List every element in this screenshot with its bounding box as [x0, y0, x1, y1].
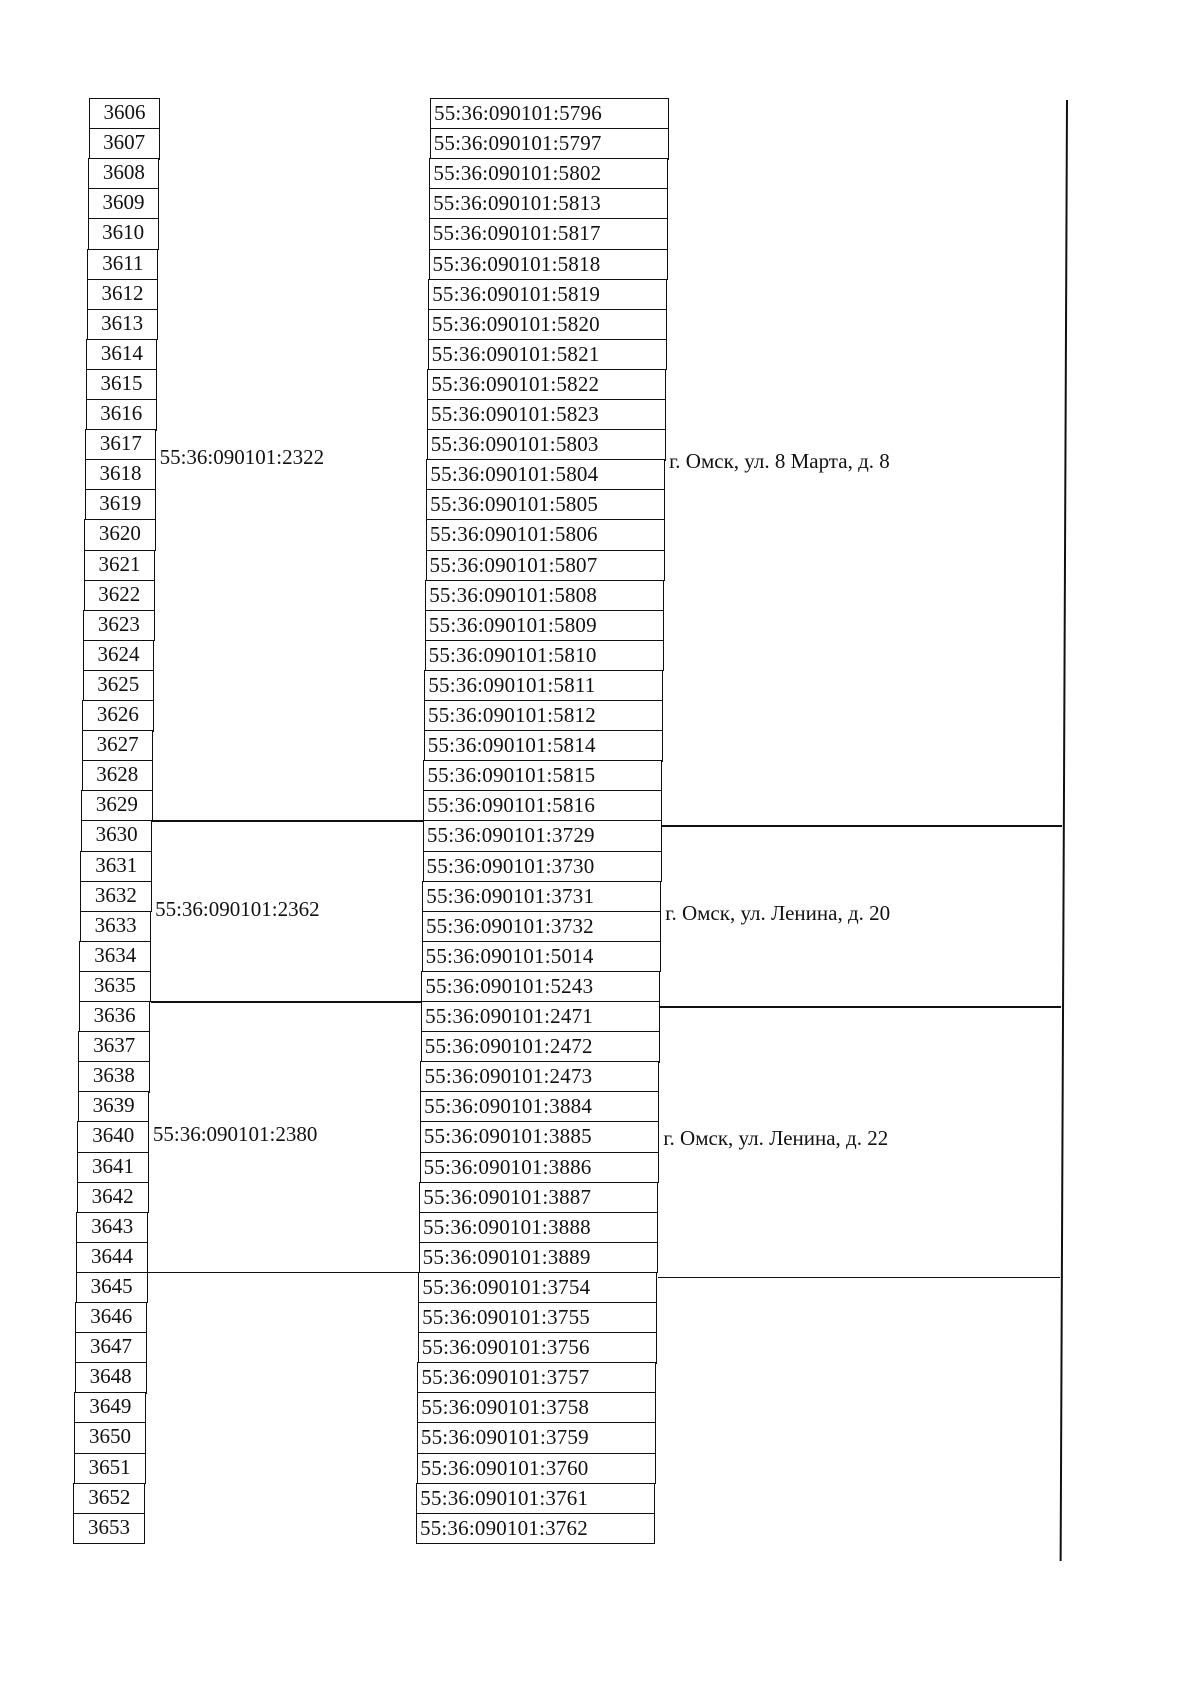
row-number-cell: 3614	[86, 339, 157, 371]
row-number-cell: 3638	[78, 1061, 150, 1093]
row-number-cell: 3611	[87, 249, 158, 281]
row-number-cell: 3646	[75, 1302, 147, 1334]
row-number-cell: 3607	[89, 128, 160, 160]
cadastral-number-cell: 55:36:090101:3889	[419, 1242, 658, 1274]
cadastral-number-cell: 55:36:090101:5822	[427, 369, 666, 401]
cadastral-number-cell: 55:36:090101:5815	[423, 760, 662, 792]
cadastral-number-cell: 55:36:090101:5814	[424, 730, 663, 762]
cadastral-number-cell: 55:36:090101:3762	[416, 1513, 655, 1545]
cadastral-number-cell: 55:36:090101:3761	[416, 1483, 655, 1515]
cadastral-number-cell: 55:36:090101:3730	[423, 851, 662, 883]
row-number-cell: 3613	[87, 309, 158, 341]
cadastral-number-cell: 55:36:090101:5797	[430, 128, 669, 160]
row-number-cell: 3622	[84, 580, 155, 612]
group-separator-line	[658, 1277, 1060, 1279]
land-parcel-number: 55:36:090101:2322	[159, 445, 325, 470]
cadastral-number-cell: 55:36:090101:5820	[428, 309, 667, 341]
row-number-cell: 3633	[80, 911, 152, 943]
cadastral-number-cell: 55:36:090101:5813	[429, 188, 668, 220]
land-parcel-number: 55:36:090101:2362	[155, 896, 320, 921]
row-number-cell: 3652	[73, 1483, 145, 1515]
row-number-cell: 3651	[74, 1453, 146, 1485]
cadastral-number-cell: 55:36:090101:3755	[418, 1302, 657, 1334]
cadastral-number-cell: 55:36:090101:3886	[420, 1152, 659, 1184]
cadastral-number-cell: 55:36:090101:5819	[428, 279, 667, 311]
cadastral-number-cell: 55:36:090101:2472	[421, 1031, 660, 1063]
cadastral-number-cell: 55:36:090101:3884	[420, 1091, 659, 1123]
row-number-cell: 3627	[82, 730, 153, 762]
cadastral-number-cell: 55:36:090101:3759	[417, 1422, 656, 1454]
row-number-cell: 3641	[77, 1152, 149, 1184]
address-text: г. Омск, ул. 8 Марта, д. 8	[669, 449, 890, 474]
row-number-cell: 3653	[73, 1513, 145, 1545]
row-number-cell: 3615	[86, 369, 157, 401]
cadastral-number-cell: 55:36:090101:5817	[429, 218, 668, 250]
row-number-cell: 3634	[79, 941, 151, 973]
row-number-cell: 3640	[77, 1121, 149, 1153]
cadastral-number-cell: 55:36:090101:3731	[422, 881, 661, 913]
cadastral-number-cell: 55:36:090101:2473	[420, 1061, 659, 1093]
row-number-cell: 3606	[89, 98, 160, 130]
row-number-cell: 3650	[74, 1422, 146, 1454]
row-number-cell: 3647	[75, 1332, 147, 1364]
cadastral-number-cell: 55:36:090101:3888	[419, 1212, 658, 1244]
row-number-cell: 3625	[83, 670, 154, 702]
row-number-cell: 3649	[74, 1392, 146, 1424]
cadastral-number-cell: 55:36:090101:3887	[419, 1182, 658, 1214]
land-parcel-number: 55:36:090101:2380	[152, 1122, 318, 1147]
row-number-cell: 3645	[76, 1272, 148, 1304]
address-text: г. Омск, ул. Ленина, д. 22	[663, 1126, 889, 1151]
cadastral-number-cell: 55:36:090101:5014	[422, 941, 661, 973]
cadastral-number-cell: 55:36:090101:5803	[427, 429, 666, 461]
row-number-cell: 3626	[82, 700, 153, 732]
cadastral-number-cell: 55:36:090101:2471	[421, 1001, 660, 1033]
cadastral-number-cell: 55:36:090101:5808	[425, 580, 664, 612]
row-number-cell: 3619	[85, 489, 156, 521]
group-separator-line	[660, 1006, 1061, 1008]
cadastral-number-cell: 55:36:090101:3729	[423, 820, 662, 852]
row-number-cell: 3610	[88, 218, 159, 250]
row-number-cell: 3629	[81, 790, 152, 822]
cadastral-number-cell: 55:36:090101:3732	[422, 911, 661, 943]
row-number-cell: 3624	[83, 640, 154, 672]
cadastral-number-cell: 55:36:090101:5823	[427, 399, 666, 431]
cadastral-number-cell: 55:36:090101:5796	[430, 98, 669, 130]
cadastral-number-cell: 55:36:090101:5809	[425, 610, 664, 642]
row-number-cell: 3621	[84, 550, 155, 582]
row-number-cell: 3617	[85, 429, 156, 461]
cadastral-number-cell: 55:36:090101:5806	[426, 519, 665, 551]
row-number-cell: 3632	[80, 881, 152, 913]
group-separator-line	[153, 820, 423, 822]
cadastral-number-cell: 55:36:090101:3885	[420, 1121, 659, 1153]
row-number-cell: 3618	[85, 459, 156, 491]
row-number-cell: 3631	[80, 851, 152, 883]
cadastral-number-cell: 55:36:090101:3754	[418, 1272, 657, 1304]
cadastral-number-cell: 55:36:090101:5816	[423, 790, 662, 822]
row-number-cell: 3643	[76, 1212, 148, 1244]
cadastral-number-cell: 55:36:090101:3758	[417, 1392, 656, 1424]
row-number-cell: 3609	[88, 188, 159, 220]
cadastral-number-cell: 55:36:090101:5805	[426, 489, 665, 521]
row-number-cell: 3644	[76, 1242, 148, 1274]
row-number-cell: 3628	[82, 760, 153, 792]
row-number-cell: 3616	[86, 399, 157, 431]
row-number-cell: 3639	[78, 1091, 150, 1123]
cadastral-number-cell: 55:36:090101:5818	[429, 249, 668, 281]
cadastral-number-cell: 55:36:090101:3756	[418, 1332, 657, 1364]
address-text: г. Омск, ул. Ленина, д. 20	[665, 900, 891, 925]
group-separator-line	[148, 1272, 419, 1274]
row-number-cell: 3630	[81, 820, 153, 852]
cadastral-number-cell: 55:36:090101:5810	[425, 640, 664, 672]
row-number-cell: 3612	[87, 279, 158, 311]
cadastral-number-cell: 55:36:090101:5243	[421, 971, 660, 1003]
cadastral-number-cell: 55:36:090101:3757	[417, 1362, 656, 1394]
cadastral-number-cell: 55:36:090101:5807	[426, 550, 665, 582]
row-number-cell: 3620	[84, 519, 155, 551]
row-number-cell: 3636	[79, 1001, 151, 1033]
row-number-cell: 3642	[77, 1182, 149, 1214]
row-number-cell: 3635	[79, 971, 151, 1003]
cadastral-number-cell: 55:36:090101:5812	[424, 700, 663, 732]
cadastral-number-cell: 55:36:090101:5802	[429, 158, 668, 190]
cadastral-number-cell: 55:36:090101:3760	[417, 1453, 656, 1485]
row-number-cell: 3637	[78, 1031, 150, 1063]
row-number-cell: 3623	[83, 610, 154, 642]
table-right-border	[1060, 100, 1068, 1561]
cadastral-number-cell: 55:36:090101:5811	[424, 670, 663, 702]
row-number-cell: 3608	[88, 158, 159, 190]
cadastral-number-cell: 55:36:090101:5804	[426, 459, 665, 491]
row-number-cell: 3648	[75, 1362, 147, 1394]
group-separator-line	[662, 825, 1062, 827]
group-separator-line	[151, 1001, 422, 1003]
cadastral-number-cell: 55:36:090101:5821	[428, 339, 667, 371]
